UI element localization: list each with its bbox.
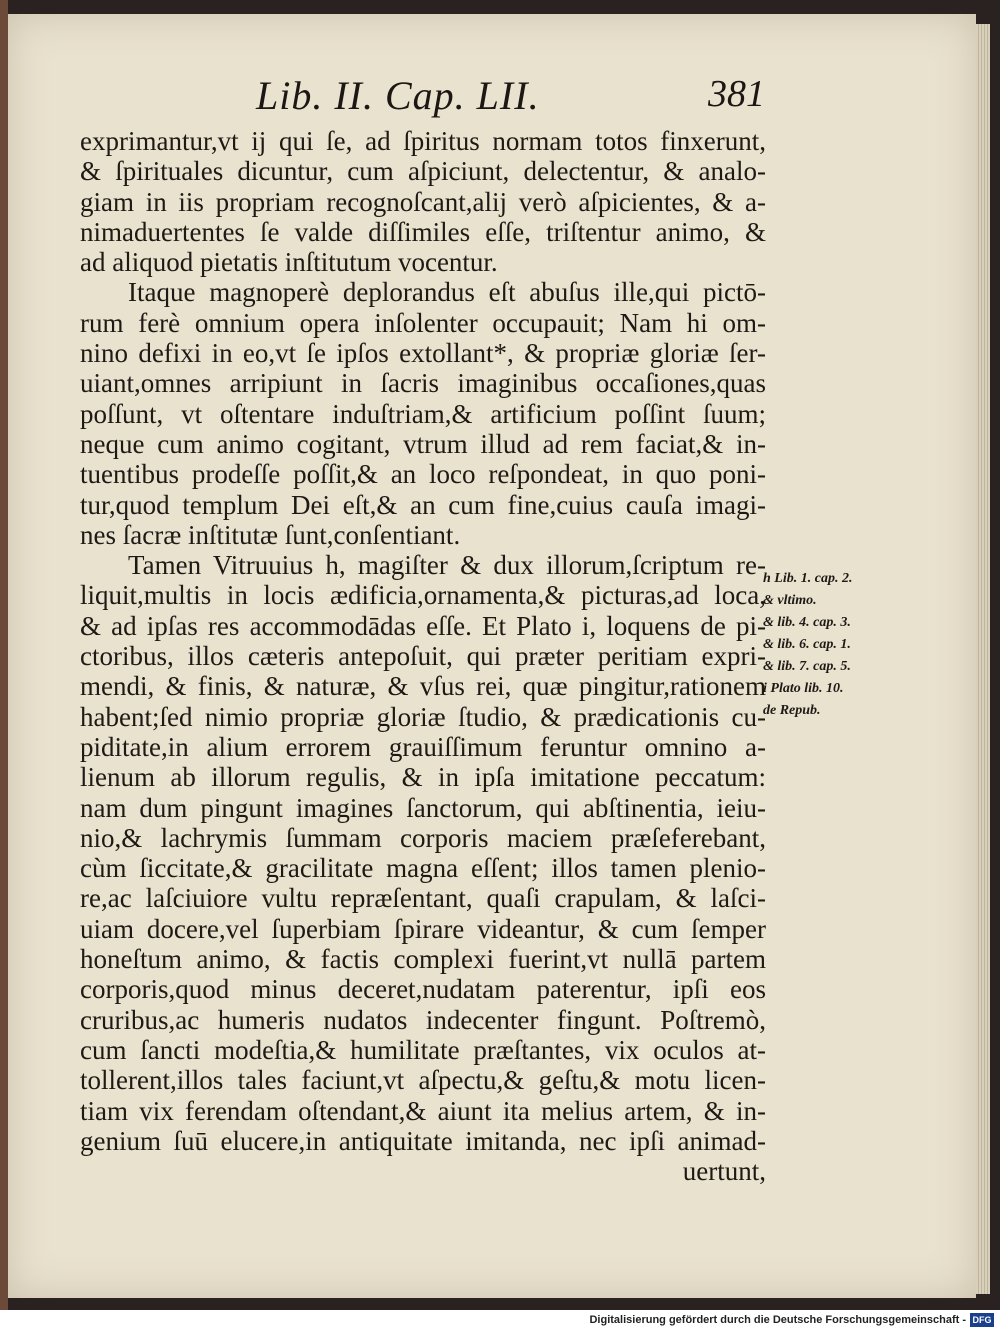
footer-credit: Digitalisierung gefördert durch die Deutsche Forschungsgemeinschaft - bbox=[589, 1314, 966, 1326]
margin-note: & lib. 6. cap. 1. bbox=[763, 637, 851, 652]
margin-note: & lib. 7. cap. 5. bbox=[763, 659, 851, 674]
text-line: piditate,in alium errorem grauiſſimum feruntur omnino a- bbox=[80, 731, 766, 762]
text-line: ctoribus, illos cæteris antepoſuit, qui præter peritiam expri- bbox=[80, 641, 766, 672]
running-head: Lib. II. Cap. LII. bbox=[256, 73, 540, 118]
text-line: neque cum animo cogitant, vtrum illud ad rem faciat,& in- bbox=[80, 428, 766, 459]
text-line: nino defixi in eo,vt ſe ipſos extollant*, & propriæ gloriæ ſer- bbox=[80, 338, 766, 369]
text-line: mendi, & finis, & naturæ, & vſus rei, quæ pingitur,rationem bbox=[80, 671, 766, 702]
text-line: re,ac laſciuiore vultu repræſentant, quaſi crapulam, & laſci- bbox=[80, 883, 766, 914]
scan-frame bbox=[0, 0, 8, 1310]
text-line: Tamen Vitruuius h, magiſter & dux illorum,ſcriptum re- bbox=[128, 550, 766, 581]
page-number: 381 bbox=[708, 73, 765, 115]
margin-note: i Plato lib. 10. bbox=[763, 681, 844, 696]
dfg-logo: DFG bbox=[970, 1313, 994, 1327]
text-line: giam in iis propriam recognoſcant,alij verò aſpicientes, & a- bbox=[80, 186, 766, 217]
text-line: tollerent,illos tales faciunt,vt aſpectu,& geſtu,& motu licen- bbox=[80, 1065, 766, 1096]
text-line: honeſtum animo, & factis complexi fuerint,vt nullā partem bbox=[80, 944, 766, 975]
book-page bbox=[8, 14, 976, 1298]
text-line: corporis,quod minus deceret,nudatam paterentur, ipſi eos bbox=[80, 974, 766, 1005]
margin-notes bbox=[763, 568, 903, 722]
text-line: nimaduertentes ſe valde diſſimiles eſſe, triſtentur animo, & bbox=[80, 216, 766, 247]
text-line: nio,& lachrymis ſummam corporis maciem præſeferebant, bbox=[80, 822, 766, 853]
text-line: uiam docere,vel ſuperbiam ſpirare videantur, & cum ſemper bbox=[80, 913, 766, 944]
text-line: cruribus,ac humeris nudatos indecenter fingunt. Poſtremò, bbox=[80, 1004, 766, 1035]
text-line: liquit,multis in locis ædificia,ornamenta,& picturas,ad loca, bbox=[80, 580, 766, 611]
text-line: nam dum pingunt imagines ſanctorum, qui abſtinentia, ieiu- bbox=[80, 792, 766, 823]
text-line: & ad ipſas res accommodādas eſſe. Et Plato i, loquens de pi- bbox=[80, 610, 766, 641]
text-line: cùm ſiccitate,& gracilitate magna eſſent; illos tamen plenio- bbox=[80, 853, 766, 884]
margin-note: & vltimo. bbox=[763, 593, 817, 608]
text-line: genium ſuū elucere,in antiquitate imitanda, nec ipſi animad- bbox=[80, 1125, 766, 1156]
text-line: exprimantur,vt ij qui ſe, ad ſpiritus normam totos finxerunt, bbox=[80, 126, 766, 156]
catchword: uertunt, bbox=[682, 1156, 766, 1187]
text-line: tur,quod templum Dei eſt,& an cum fine,cuius cauſa imagi- bbox=[80, 489, 766, 520]
page-edge bbox=[976, 24, 990, 1294]
page-header bbox=[8, 72, 976, 120]
text-line: lienum ab illorum regulis, & in ipſa imitatione peccatum: bbox=[80, 762, 766, 793]
text-line: poſſunt, vt oſtentare induſtriam,& artificium poſſint ſuum; bbox=[80, 398, 766, 429]
margin-note: h Lib. 1. cap. 2. bbox=[763, 571, 853, 586]
text-line: nes ſacræ inſtitutæ ſunt,conſentiant. bbox=[80, 519, 461, 550]
text-line: tuentibus prodeſſe poſſit,& an loco reſpondeat, in quo poni- bbox=[80, 459, 766, 490]
text-line: tiam vix ferendam oſtendant,& aiunt ita melius artem, & in- bbox=[80, 1095, 766, 1126]
text-line: habent;ſed nimio propriæ gloriæ ſtudio, & prædicationis cu- bbox=[80, 701, 766, 732]
footer-bar bbox=[0, 1310, 1000, 1332]
text-line: rum ferè omnium opera inſolenter occupauit; Nam hi om- bbox=[80, 307, 766, 338]
text-line: & ſpirituales dicuntur, cum aſpiciunt, delectentur, & analo- bbox=[80, 156, 766, 187]
text-line: Itaque magnoperè deplorandus eſt abuſus ille,qui pictō- bbox=[128, 277, 766, 308]
text-line: ad aliquod pietatis inſtitutum vocentur. bbox=[80, 247, 498, 278]
text-line: cum ſancti modeſtia,& humilitate præſtantes, vix oculos at- bbox=[80, 1034, 766, 1065]
margin-note: & lib. 4. cap. 3. bbox=[763, 615, 851, 630]
body-text bbox=[80, 126, 766, 1186]
text-line: uiant,omnes arripiunt in ſacris imaginibus occaſiones,quas bbox=[80, 368, 766, 399]
margin-note: de Repub. bbox=[763, 703, 821, 718]
